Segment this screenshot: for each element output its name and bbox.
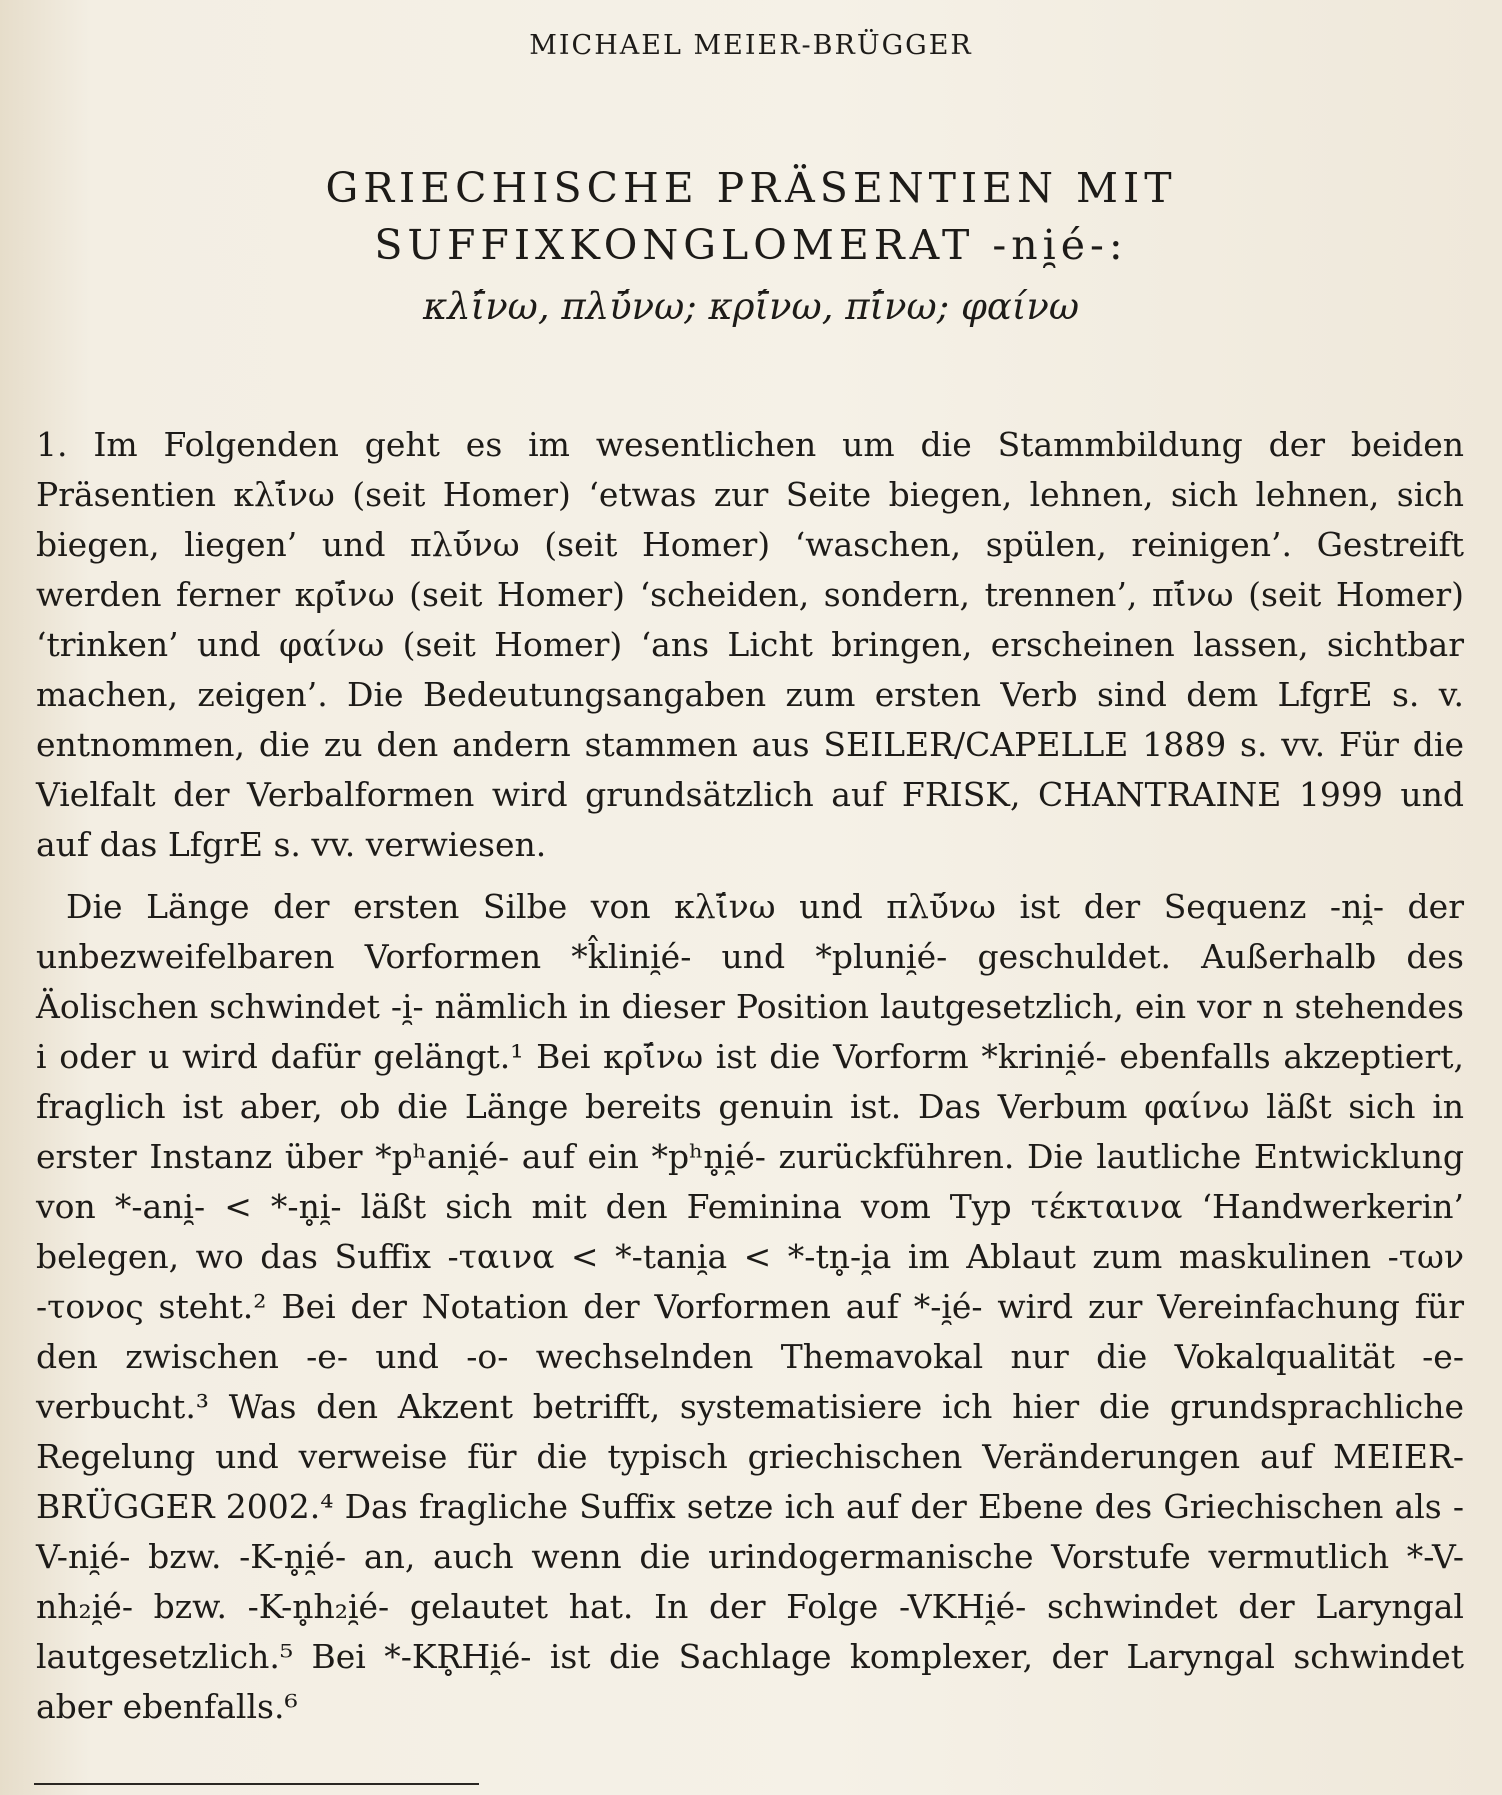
paragraph-1: 1. Im Folgenden geht es im wesentlichen um die Stammbildung der beiden Präsentien κλῑ́νω (seit Homer) ‘etwas zur Seite biegen, lehnen, sich lehnen, sich biegen, liegen’ und πλῡ́νω (seit Homer) ‘waschen, spülen, reinigen’. Gestreift werden ferner κρῑ́νω (seit Homer) ‘scheiden, sondern, trennen’, πῑ́νω (seit Homer) ‘trinken’ und φαίνω (seit Homer) ‘ans Licht bringen, erscheinen lassen, sichtbar machen, zeigen’. Die Bedeutungsangaben zum ersten Verb sind dem LfgrE s. v. entnommen, die zu den andern stammen aus SEILER/CAPELLE 1889 s. vv. Für die Vielfalt der Verbalformen wird grundsätzlich auf FRISK, CHANTRAINE 1999 und auf das LfgrE s. vv. verwiesen. (36, 425, 1464, 864)
article-subtitle: κλῑ́νω, πλῡ́νω; κρῑ́νω, πῑ́νω; φαίνω (422, 285, 1080, 328)
article-title (0, 160, 1502, 274)
running-header: MICHAEL MEIER-BRÜGGER (529, 30, 973, 61)
body-text (36, 420, 1464, 1732)
footnote-divider (34, 1783, 479, 1785)
title-line-2: SUFFIXKONGLOMERAT -ni̯é-: (374, 221, 1128, 269)
title-line-1: GRIECHISCHE PRÄSENTIEN MIT (325, 164, 1177, 212)
paragraph-2: Die Länge der ersten Silbe von κλῑ́νω und πλῡ́νω ist der Sequenz -ni̯- der unbezweifelbaren Vorformen *k̂lini̯é- und *pluni̯é- geschuldet. Außerhalb des Äolischen schwindet -i̯- nämlich in dieser Position lautgesetzlich, ein vor n stehendes i oder u wird dafür gelängt.¹ Bei κρῑ́νω ist die Vorform *krini̯é- ebenfalls akzeptiert, fraglich ist aber, ob die Länge bereits genuin ist. Das Verbum φαίνω läßt sich in erster Instanz über *pʰani̯é- auf ein *pʰn̥i̯é- zurückführen. Die lautliche Entwicklung von *-ani̯- < *-n̥i̯- läßt sich mit den Feminina vom Typ τέκταινα ‘Handwerkerin’ belegen, wo das Suffix -ταινα < *-tani̯a < *-tn̥-i̯a im Ablaut zum maskulinen -των -τονος steht.² Bei der Notation der Vorformen auf *-i̯é- wird zur Vereinfachung für den zwischen -e- und -o- wechselnden Themavokal nur die Vokalqualität -e- verbucht.³ Was den Akzent betrifft, systematisiere ich hier die grundsprachliche Regelung und verweise für die typisch griechischen Veränderungen auf MEIER-BRÜGGER 2002.⁴ Das fragliche Suffix setze ich auf der Ebene des Griechischen als -V-ni̯é- bzw. -K-n̥i̯é- an, auch wenn die urindogermanische Vorstufe vermutlich *-V-nh₂i̯é- bzw. -K-n̥h₂i̯é- gelautet hat. In der Folge -VKHi̯é- schwindet der Laryngal lautgesetzlich.⁵ Bei *-KR̥Hi̯é- ist die Sachlage komplexer, der Laryngal schwindet aber ebenfalls.⁶ (36, 887, 1464, 1726)
